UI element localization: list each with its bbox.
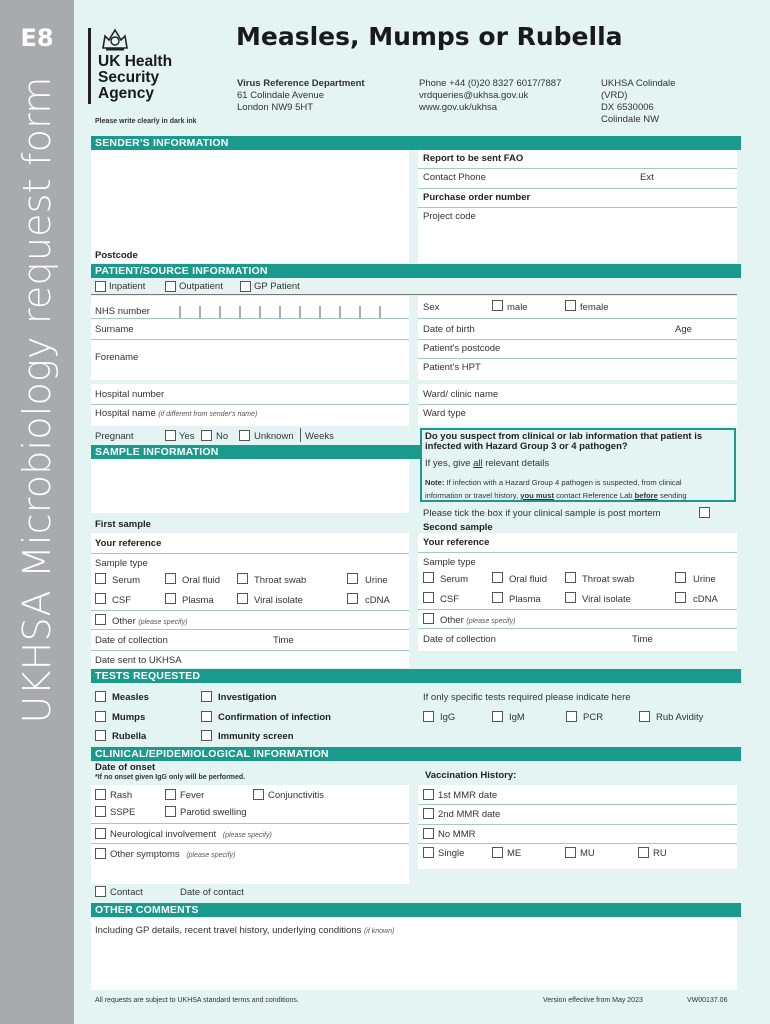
contact-phone-text: Phone +44 (0)20 8327 6017/7887 [419, 78, 562, 89]
first-cdna-checkbox[interactable] [347, 593, 358, 604]
vaccination-label: Vaccination History: [425, 770, 517, 781]
po-number-label: Purchase order number [423, 192, 531, 203]
male-label: male [507, 302, 528, 313]
hospital-name-label [95, 408, 257, 419]
onset-note: *If no onset given IgG only will be performed. [95, 774, 246, 781]
hospital-number-label: Hospital number [95, 389, 165, 400]
confirmation-label: Confirmation of infection [218, 712, 331, 723]
post-mortem-label: Please tick the box if your clinical sample is post mortem [423, 508, 661, 519]
second-plasma-checkbox[interactable] [492, 592, 503, 603]
second-urine-label: Urine [693, 574, 716, 585]
first-other-label [112, 616, 187, 627]
first-cdna-label: cDNA [365, 595, 390, 606]
second-date-collection-label: Date of collection [423, 634, 496, 645]
second-sample-type-label: Sample type [423, 557, 476, 568]
form-title: Measles, Mumps or Rubella [236, 22, 623, 51]
divider [91, 294, 737, 295]
forename-label: Forename [95, 352, 139, 363]
first-plasma-label: Plasma [182, 595, 214, 606]
rub-avidity-checkbox[interactable] [639, 711, 650, 722]
mu-checkbox[interactable] [565, 847, 576, 858]
parotid-label: Parotid swelling [180, 807, 247, 818]
pregnant-yes-label: Yes [179, 431, 195, 442]
second-oral-fluid-checkbox[interactable] [492, 572, 503, 583]
first-sample-type-label: Sample type [95, 558, 148, 569]
contact-label: Contact [110, 887, 143, 898]
age-label: Age [675, 324, 692, 335]
royal-crest-icon [100, 26, 130, 52]
logo-line-2: Security [98, 69, 160, 86]
comments-text: Including GP details, recent travel history, underlying conditions [95, 925, 362, 936]
first-csf-checkbox[interactable] [95, 593, 106, 604]
mumps-label: Mumps [112, 712, 146, 723]
parotid-checkbox[interactable] [165, 806, 176, 817]
vertical-title-text: UKHSA Microbiology request form [15, 76, 59, 724]
neuro-text: Neurological involvement [110, 829, 217, 840]
first-viral-isolate-label: Viral isolate [254, 595, 303, 606]
second-plasma-label: Plasma [509, 594, 541, 605]
rub-avidity-label: Rub Avidity [656, 712, 704, 723]
igm-checkbox[interactable] [492, 711, 503, 722]
logo-line-1: UK Health [98, 53, 173, 70]
mmr2-label: 2nd MMR date [438, 809, 501, 820]
surname-label: Surname [95, 324, 134, 335]
divider [418, 188, 737, 189]
me-checkbox[interactable] [492, 847, 503, 858]
mmr1-label: 1st MMR date [438, 790, 498, 801]
divider [418, 207, 737, 208]
second-oral-fluid-label: Oral fluid [509, 574, 548, 585]
second-cdna-label: cDNA [693, 594, 718, 605]
note-must: you must [520, 491, 555, 500]
second-serum-checkbox[interactable] [423, 572, 434, 583]
first-oral-fluid-checkbox[interactable] [165, 573, 176, 584]
neuro-checkbox[interactable] [95, 828, 106, 839]
divider [91, 610, 409, 611]
form-code-footer: VW00137.06 [687, 997, 728, 1004]
rash-label: Rash [110, 790, 133, 801]
rubella-label: Rubella [112, 731, 147, 742]
first-oral-fluid-label: Oral fluid [182, 575, 221, 586]
dob-label: Date of birth [423, 324, 475, 335]
other-symptoms-checkbox[interactable] [95, 848, 106, 859]
immunity-screen-checkbox[interactable] [201, 730, 212, 741]
divider [91, 318, 409, 319]
divider [418, 824, 737, 825]
divider [418, 804, 737, 805]
dept-line-1: 61 Colindale Avenue [237, 90, 324, 101]
second-time-label: Time [632, 634, 653, 645]
date-of-contact-label: Date of contact [180, 887, 244, 898]
first-other-specify: (please specify) [138, 619, 188, 626]
nhs-number-boxes[interactable] [170, 302, 410, 318]
no-mmr-label: No MMR [438, 829, 476, 840]
pregnant-yes-checkbox[interactable] [165, 430, 176, 441]
rubella-checkbox[interactable] [95, 730, 106, 741]
first-viral-isolate-checkbox[interactable] [237, 593, 248, 604]
first-your-ref-label: Your reference [95, 538, 162, 549]
sex-label: Sex [423, 302, 440, 313]
second-serum-label: Serum [440, 574, 468, 585]
gp-patient-label: GP Patient [254, 281, 300, 292]
second-sample-label: Second sample [423, 522, 493, 533]
first-serum-label: Serum [112, 575, 140, 586]
ru-checkbox[interactable] [638, 847, 649, 858]
outpatient-label: Outpatient [179, 281, 223, 292]
sender-postcode-label: Postcode [95, 250, 138, 261]
logo-bar [88, 28, 91, 104]
divider [91, 650, 409, 651]
ext-label: Ext [640, 172, 654, 183]
divider [418, 318, 737, 319]
address-line-4: Colindale NW [601, 114, 660, 125]
nhs-number-label: NHS number [95, 306, 150, 317]
form-code: E8 [20, 24, 54, 52]
contact-web: www.gov.uk/ukhsa [419, 102, 497, 113]
divider [300, 428, 301, 442]
me-label: ME [507, 848, 522, 859]
mmr2-checkbox[interactable] [423, 808, 434, 819]
first-date-collection-label: Date of collection [95, 635, 168, 646]
hospital-name-text: Hospital name [95, 408, 156, 419]
note-line2-mid: contact Reference Lab [554, 491, 635, 500]
logo-line-3: Agency [98, 85, 154, 102]
tests-heading: TESTS REQUESTED [91, 669, 741, 683]
second-urine-checkbox[interactable] [675, 572, 686, 583]
comments-note: (if known) [363, 928, 395, 935]
second-other-specify: (please specify) [466, 618, 516, 625]
second-other-checkbox[interactable] [423, 613, 434, 624]
gp-patient-checkbox[interactable] [240, 281, 251, 292]
igg-label: IgG [440, 712, 456, 723]
logo-text [98, 54, 208, 102]
weeks-label: Weeks [305, 431, 334, 442]
divider [91, 553, 409, 554]
immunity-screen-label: Immunity screen [218, 731, 294, 742]
investigation-label: Investigation [218, 692, 277, 703]
note-line2-pre: information or travel history, [425, 491, 521, 500]
divider [91, 629, 409, 630]
ward-type-label: Ward type [423, 408, 466, 419]
igm-label: IgM [509, 712, 525, 723]
inpatient-checkbox[interactable] [95, 281, 106, 292]
hazard-note-line-1 [425, 478, 682, 487]
first-throat-swab-checkbox[interactable] [237, 573, 248, 584]
write-note: Please write clearly in dark ink [95, 118, 197, 125]
divider [91, 843, 409, 844]
pregnant-no-checkbox[interactable] [201, 430, 212, 441]
divider [418, 168, 737, 169]
second-csf-label: CSF [440, 594, 459, 605]
mmr1-checkbox[interactable] [423, 789, 434, 800]
other-symptoms-text: Other symptoms [110, 849, 180, 860]
address-line-2: (VRD) [601, 90, 628, 101]
hazard-note-line-2 [425, 491, 687, 500]
second-viral-isolate-label: Viral isolate [582, 594, 631, 605]
rash-checkbox[interactable] [95, 789, 106, 800]
female-checkbox[interactable] [565, 300, 576, 311]
no-mmr-checkbox[interactable] [423, 828, 434, 839]
divider [418, 843, 737, 844]
outpatient-checkbox[interactable] [165, 281, 176, 292]
second-cdna-checkbox[interactable] [675, 592, 686, 603]
mu-label: MU [580, 848, 595, 859]
sender-heading: SENDER'S INFORMATION [91, 136, 741, 150]
sample-notes-field[interactable] [91, 459, 409, 513]
onset-label: Date of onset [95, 762, 156, 773]
divider [91, 339, 409, 340]
divider [418, 628, 737, 629]
clinical-heading: CLINICAL/EPIDEMIOLOGICAL INFORMATION [91, 747, 741, 761]
neuro-specify: (please specify) [222, 832, 272, 839]
divider [418, 339, 737, 340]
report-to-label: Report to be sent FAO [423, 153, 524, 164]
divider [418, 609, 737, 610]
second-throat-swab-label: Throat swab [582, 574, 635, 585]
mumps-checkbox[interactable] [95, 711, 106, 722]
patient-heading: PATIENT/SOURCE INFORMATION [91, 264, 741, 278]
confirmation-checkbox[interactable] [201, 711, 212, 722]
second-viral-isolate-checkbox[interactable] [565, 592, 576, 603]
hazard-if-yes [425, 458, 549, 469]
pcr-label: PCR [583, 712, 604, 723]
first-sample-label: First sample [95, 519, 151, 530]
comments-heading: OTHER COMMENTS [91, 903, 741, 917]
first-throat-swab-label: Throat swab [254, 575, 307, 586]
post-mortem-checkbox[interactable] [699, 507, 710, 518]
sender-address-field[interactable] [91, 150, 409, 263]
divider [91, 404, 409, 405]
first-other-checkbox[interactable] [95, 614, 106, 625]
pregnant-unknown-checkbox[interactable] [239, 430, 250, 441]
address-line-3: DX 6530006 [601, 102, 654, 113]
terms-text: All requests are subject to UKHSA standard terms and conditions. [95, 997, 299, 1004]
single-label: Single [438, 848, 465, 859]
second-other-text: Other [440, 615, 464, 626]
measles-label: Measles [112, 692, 149, 703]
dept-line-2: London NW9 5HT [237, 102, 314, 113]
second-your-ref-label: Your reference [423, 537, 490, 548]
pcr-checkbox[interactable] [566, 711, 577, 722]
first-csf-label: CSF [112, 595, 131, 606]
female-label: female [580, 302, 609, 313]
comments-prompt [95, 925, 394, 936]
sspe-label: SSPE [110, 807, 136, 818]
patient-hpt-label: Patient's HPT [423, 362, 481, 373]
first-urine-checkbox[interactable] [347, 573, 358, 584]
divider [418, 404, 737, 405]
pregnant-no-label: No [216, 431, 229, 442]
conjunctivitis-label: Conjunctivitis [268, 790, 324, 801]
second-other-label [440, 615, 515, 626]
inpatient-label: Inpatient [109, 281, 146, 292]
first-time-label: Time [273, 635, 294, 646]
contact-phone-label: Contact Phone [423, 172, 486, 183]
investigation-checkbox[interactable] [201, 691, 212, 702]
second-csf-checkbox[interactable] [423, 592, 434, 603]
other-symptoms-label [110, 849, 235, 860]
first-serum-checkbox[interactable] [95, 573, 106, 584]
first-other-text: Other [112, 616, 136, 627]
pregnant-label: Pregnant [95, 431, 134, 442]
pregnant-unknown-label: Unknown [254, 431, 294, 442]
note-text: If infection with a Hazard Group 4 pathogen is suspected, from clinical [444, 478, 682, 487]
patient-postcode-label: Patient's postcode [423, 343, 501, 354]
fever-label: Fever [180, 790, 205, 801]
hazard-question: Do you suspect from clinical or lab information that patient is infected with Hazard Group 3 or 4 pathogen? [425, 431, 703, 452]
note-label: Note: [425, 478, 445, 487]
neuro-label [110, 829, 272, 840]
if-yes-post: relevant details [482, 458, 550, 469]
specific-tests-label: If only specific tests required please indicate here [423, 692, 631, 703]
sample-heading: SAMPLE INFORMATION [91, 445, 421, 459]
conjunctivitis-checkbox[interactable] [253, 789, 264, 800]
note-line2-post: sending [657, 491, 687, 500]
fever-checkbox[interactable] [165, 789, 176, 800]
note-before: before [634, 491, 658, 500]
contact-checkbox[interactable] [95, 886, 106, 897]
male-checkbox[interactable] [492, 300, 503, 311]
project-code-label: Project code [423, 211, 476, 222]
single-checkbox[interactable] [423, 847, 434, 858]
divider [418, 358, 737, 359]
first-plasma-checkbox[interactable] [165, 593, 176, 604]
ward-name-label: Ward/ clinic name [423, 389, 499, 400]
igg-checkbox[interactable] [423, 711, 434, 722]
address-line-1: UKHSA Colindale [601, 78, 676, 89]
ru-label: RU [653, 848, 667, 859]
version-text: Version effective from May 2023 [543, 997, 643, 1004]
hospital-name-note: (if different from sender's name) [158, 411, 258, 418]
dept-name: Virus Reference Department [237, 78, 365, 89]
if-yes-pre: If yes, give [425, 458, 474, 469]
contact-email: vrdqueries@ukhsa.gov.uk [419, 90, 529, 101]
second-throat-swab-checkbox[interactable] [565, 572, 576, 583]
other-symptoms-specify: (please specify) [186, 852, 236, 859]
if-yes-all: all [473, 458, 483, 469]
sspe-checkbox[interactable] [95, 806, 106, 817]
measles-checkbox[interactable] [95, 691, 106, 702]
divider [418, 552, 737, 553]
divider [91, 823, 409, 824]
date-sent-label: Date sent to UKHSA [95, 655, 182, 666]
first-urine-label: Urine [365, 575, 388, 586]
